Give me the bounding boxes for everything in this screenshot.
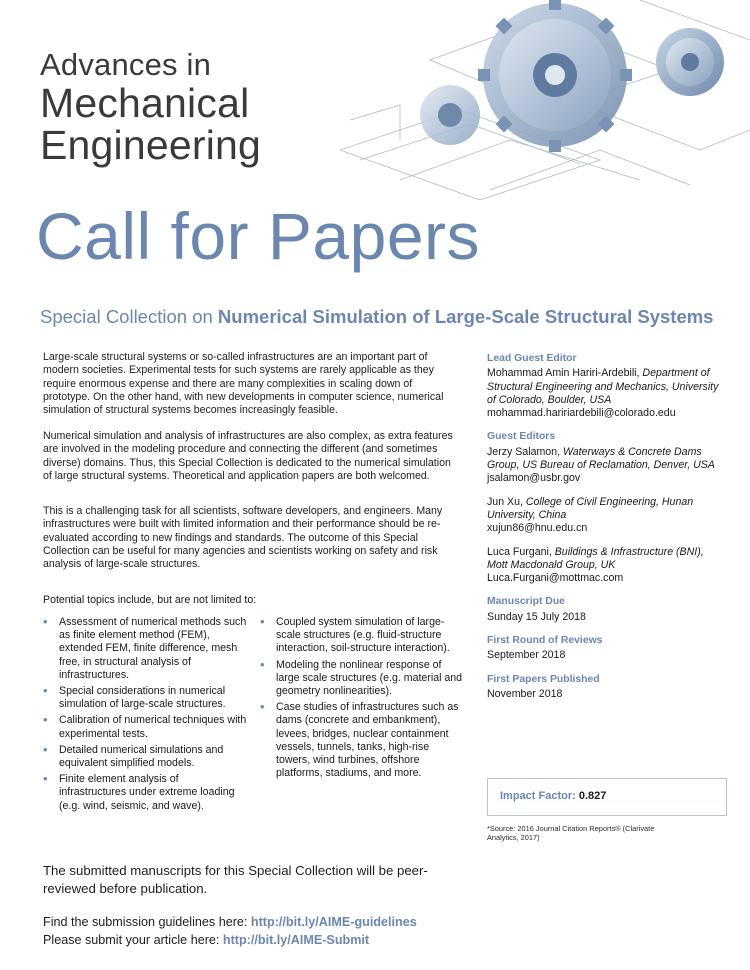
bullet-icon: • (43, 712, 48, 728)
submit-link[interactable]: http://bit.ly/AIME-Submit (222, 933, 370, 947)
guest-editor-email[interactable]: Luca.Furgani@mottmac.com (487, 572, 624, 585)
submission-links (43, 913, 417, 949)
scope-paragraph: Numerical simulation and analysis of infrastructures are also complex, as extra features are involved in the modeling procedure and connecting the different (and sometimes diverse) domains. Thus, this Special Collection is dedicated to the numerical simulation of large structural systems. Theoretical and application papers are both welcomed. (43, 430, 453, 482)
bullet-icon: • (260, 614, 265, 629)
guest-editor (487, 446, 727, 486)
date-first-published (487, 673, 727, 702)
lead-editor-section (487, 352, 727, 420)
guidelines-line (43, 913, 417, 931)
small-gear-icon (656, 28, 724, 96)
impact-factor-label: Impact Factor: (500, 790, 579, 802)
list-item: • Finite element analysis of infrastructures under extreme loading (e.g. wind, seismic, and wave). (43, 771, 235, 812)
impact-source-note: *Source: 2016 Journal Citation Reports® (Clarivate Analytics, 2017) (487, 824, 655, 842)
editor-sidebar (487, 352, 727, 711)
guest-editor-name: Luca Furgani, (487, 545, 555, 558)
list-item: • Detailed numerical simulations and equivalent simplified models. (43, 741, 224, 770)
lead-editor-affiliation: Department of Structural Engineering and Mechanics, University of Colorado, Boulder, USA (487, 367, 719, 406)
subtitle-prefix: Special Collection on (40, 306, 218, 327)
guest-editor-name: Jerzy Salamon, (487, 445, 563, 458)
bullet-icon: • (43, 683, 48, 699)
bullet-icon: • (260, 656, 265, 672)
subtitle-topic: Numerical Simulation of Large-Scale Structural Systems (217, 306, 714, 327)
list-item: • Assessment of numerical methods such as finite element method (FEM), extended FEM, finite difference, mesh free, in structural analysis of infrastructures. (43, 614, 247, 681)
guest-editors-section (487, 430, 727, 585)
bullet-icon: • (43, 614, 48, 629)
page-title: Call for Papers (36, 199, 481, 273)
topics-intro: Potential topics include, but are not limited to: (43, 594, 257, 606)
list-item: • Calibration of numerical techniques with experimental tests. (43, 712, 247, 740)
gears-illustration (340, 0, 750, 200)
date-value: Sunday 15 July 2018 (487, 610, 586, 623)
list-item: • Modeling the nonlinear response of large scale structures (e.g. material and geometry nonlinearities). (260, 656, 463, 698)
date-label: First Papers Published (487, 673, 600, 685)
topics-list-left (43, 616, 248, 816)
date-label: Manuscript Due (487, 596, 565, 608)
special-collection-subtitle (40, 306, 713, 328)
journal-title-line2: Mechanical (40, 80, 250, 126)
guidelines-link[interactable]: http://bit.ly/AIME-guidelines (250, 915, 417, 929)
guest-editor-email[interactable]: xujun86@hnu.edu.cn (487, 522, 588, 535)
intro-paragraph: Large-scale structural systems or so-called infrastructures are an important part of modern societies. Experimental tests for such systems are rarely applicable as they require enormous expense and there are many complexities in scaling down of prototype. On the other hand, with new developments in computer science, numerical simulation of structural systems becomes increasingly feasible. (43, 351, 444, 417)
guest-editor (487, 546, 727, 586)
lead-editor-email[interactable]: mohammad.haririardebili@colorado.edu (487, 407, 676, 420)
list-item: • Case studies of infrastructures such as dams (concrete and embankment), levees, bridges, nuclear containment vessels, tunnels, tanks, high-rise towers, wind turbines, offshore platforms, stadiums, and more. (260, 699, 459, 780)
list-item: • Special considerations in numerical simulation of large-scale structures. (43, 683, 226, 711)
guest-editor-affiliation: Waterways & Concrete Dams Group, US Bureau of Reclamation, Denver, USA (487, 445, 715, 472)
guest-editors-heading: Guest Editors (487, 431, 556, 443)
guidelines-label: Find the submission guidelines here: (43, 915, 251, 929)
impact-factor-box (487, 778, 727, 816)
bullet-icon: • (43, 771, 48, 787)
guest-editor-name: Jun Xu, (487, 495, 526, 508)
guest-editor-affiliation: College of Civil Engineering, Hunan University, China (487, 495, 694, 521)
bullet-icon: • (260, 699, 265, 715)
challenge-paragraph: This is a challenging task for all scientists, software developers, and engineers. Many infrastructures were built with limited information and their performance should be re-evaluated according to new findings and standards. The outcome of this Special Collection can be useful for many agencies and scientists working on safety and risk analysis of large-scale structures. (43, 505, 443, 571)
date-value: November 2018 (487, 687, 563, 700)
guest-editor-email[interactable]: jsalamon@usbr.gov (487, 472, 581, 485)
journal-title (40, 48, 380, 166)
topics-list-right (260, 616, 465, 783)
date-first-reviews (487, 634, 727, 663)
list-item: • Coupled system simulation of large-scale structures (e.g. fluid-structure interaction, soil-structure interaction). (260, 614, 450, 655)
guest-editor (487, 496, 727, 536)
gear-icon (420, 85, 480, 145)
lead-editor-name: Mohammad Amin Hariri-Ardebili, (487, 367, 643, 380)
large-gear-icon (478, 0, 632, 152)
journal-title-line3: Engineering (40, 122, 262, 168)
peer-review-note: The submitted manuscripts for this Special Collection will be peer-reviewed before publication. (43, 863, 428, 896)
submit-line (43, 931, 417, 949)
date-value: September 2018 (487, 649, 566, 662)
date-label: First Round of Reviews (487, 635, 603, 647)
guest-editor-affiliation: Buildings & Infrastructure (BNI), Mott Macdonald Group, UK (487, 545, 704, 571)
impact-factor-value: 0.827 (578, 790, 607, 802)
lead-editor-heading: Lead Guest Editor (487, 353, 577, 364)
date-manuscript-due (487, 595, 727, 624)
bullet-icon: • (43, 741, 48, 757)
submit-label: Please submit your article here: (43, 933, 223, 947)
journal-title-line1: Advances in (40, 47, 212, 82)
